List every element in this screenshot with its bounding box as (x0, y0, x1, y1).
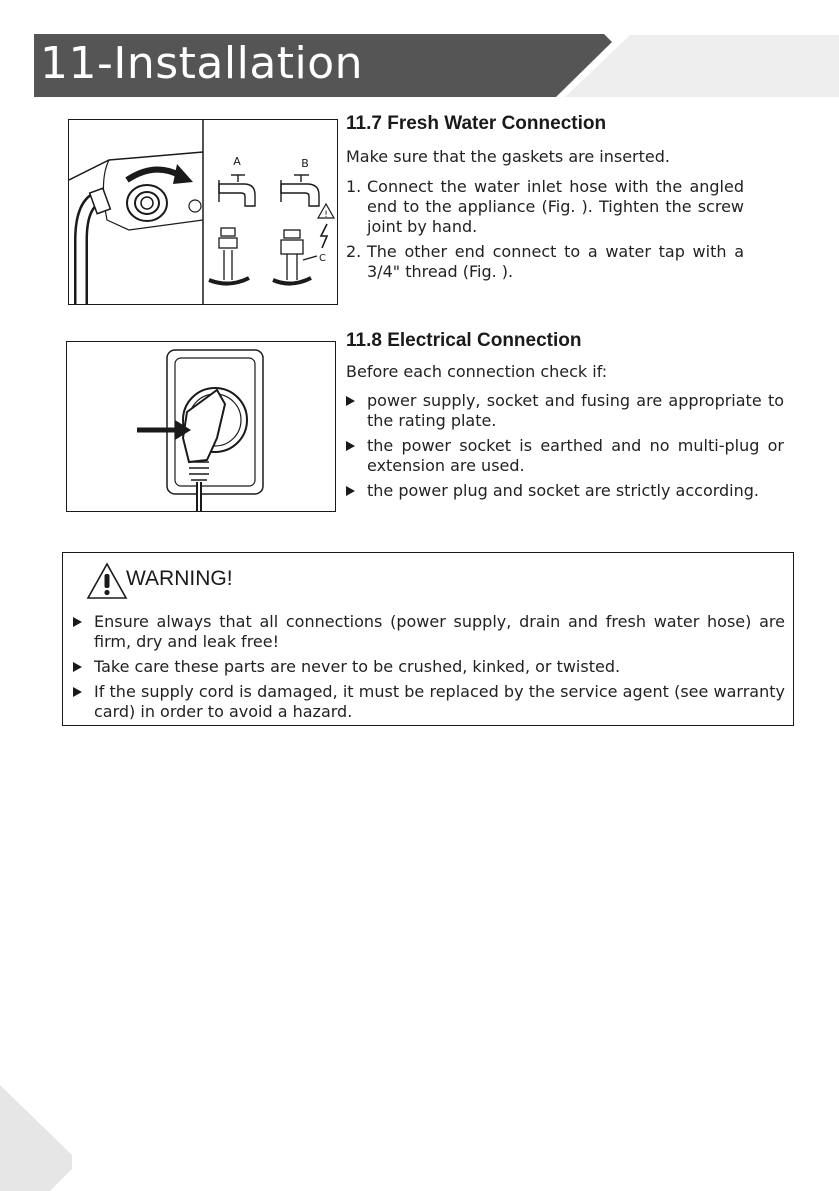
bullet-arrow-icon (73, 662, 82, 672)
bullet-arrow-icon (346, 441, 355, 451)
corner-decoration (0, 1085, 80, 1191)
electrical-connection-figure (66, 341, 336, 512)
figure-label-b: B (301, 157, 309, 170)
water-connection-intro: Make sure that the gaskets are inserted. (346, 147, 670, 166)
list-item: the power plug and socket are strictly according. (346, 481, 784, 501)
list-item: the power socket is earthed and no multi-plug or extension are used. (346, 436, 784, 476)
bullet-arrow-icon (346, 396, 355, 406)
water-step: 1. Connect the water inlet hose with the angled end to the appliance (Fig. ). Tighten the screw joint by hand. (346, 177, 744, 236)
list-item: If the supply cord is damaged, it must be replaced by the service agent (see warranty card) in order to avoid a hazard. (73, 682, 785, 722)
bullet-arrow-icon (73, 617, 82, 627)
electrical-connection-intro: Before each connection check if: (346, 362, 608, 381)
water-step: 2. The other end connect to a water tap with a 3/4" thread (Fig. ). (346, 242, 744, 281)
warning-title: WARNING! (126, 567, 233, 590)
tap-b (281, 175, 319, 206)
rotate-arrow-icon (127, 170, 179, 180)
tap-a (219, 175, 255, 206)
connector-a (209, 228, 249, 284)
warning-icon (86, 561, 128, 601)
water-connection-steps (346, 177, 744, 282)
electrical-connection-heading: 11.8 Electrical Connection (346, 330, 582, 351)
electrical-checklist (346, 391, 784, 501)
bullet-arrow-icon (73, 687, 82, 697)
electrical-connection-section (346, 330, 786, 506)
connector-b (273, 230, 317, 284)
figure-label-a: A (233, 155, 241, 168)
bullet-arrow-icon (346, 486, 355, 496)
warning-list (73, 612, 785, 727)
page-title: 11-Installation (40, 38, 364, 89)
list-item: power supply, socket and fusing are appropriate to the rating plate. (346, 391, 784, 431)
svg-text:!: ! (324, 210, 328, 220)
list-item: Ensure always that all connections (power supply, drain and fresh water hose) are firm, dry and leak free! (73, 612, 785, 652)
water-connection-section (346, 113, 786, 287)
warning-box (62, 552, 794, 726)
water-connection-heading: 11.7 Fresh Water Connection (346, 113, 607, 134)
tap-symbol-icon (189, 200, 201, 212)
inlet-port (127, 185, 167, 221)
water-connection-figure (68, 119, 338, 305)
figure-label-c: C (319, 253, 326, 264)
list-item: Take care these parts are never to be crushed, kinked, or twisted. (73, 657, 785, 677)
